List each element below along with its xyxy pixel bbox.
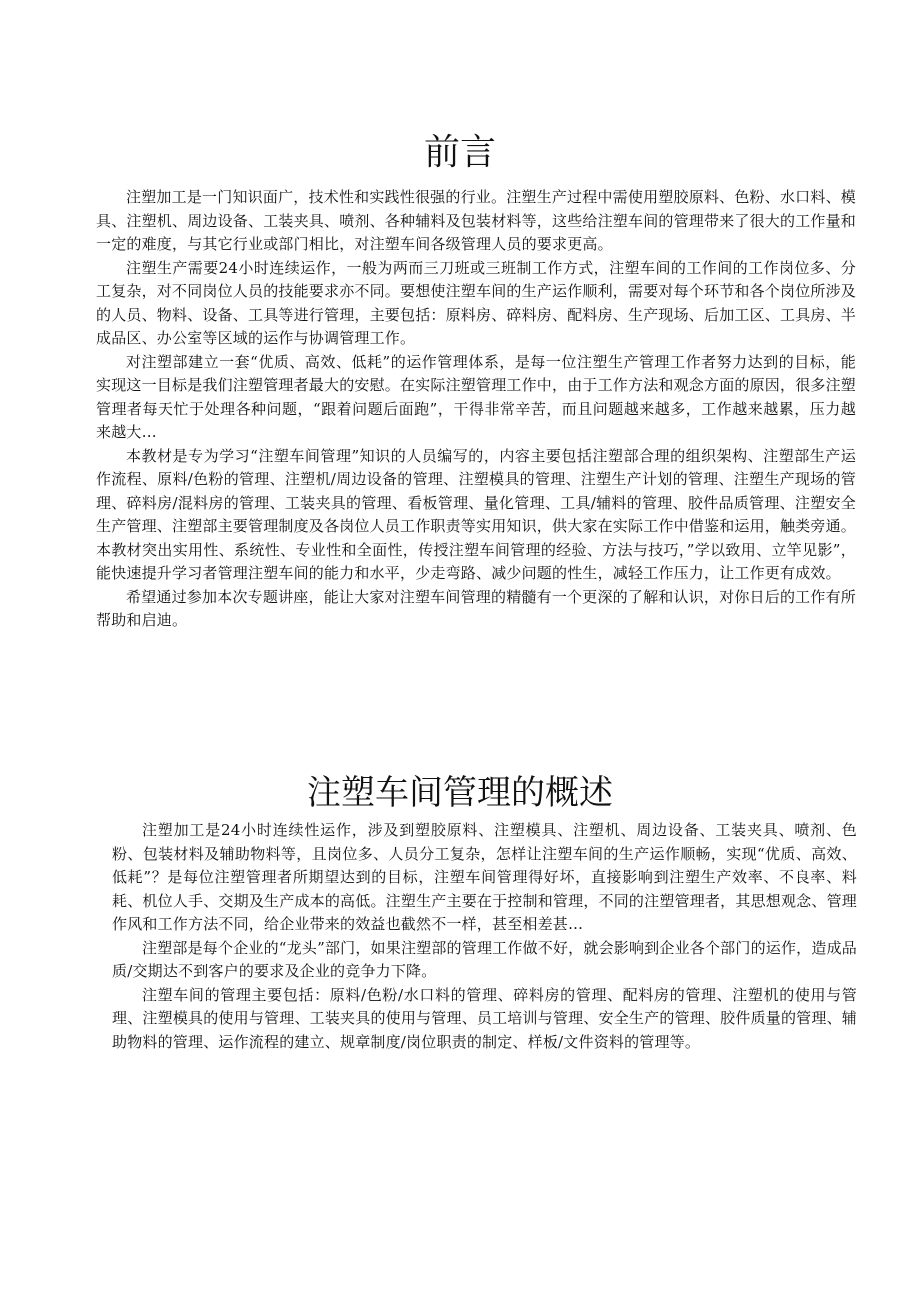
preface-paragraph-5: 希望通过参加本次专题讲座，能让大家对注塑车间管理的精髓有一个更深的了解和认识，对你日后的工作有所帮助和启迪。 [96,587,856,629]
overview-title: 注塑车间管理的概述 [307,773,613,813]
overview-paragraph-1: 注塑加工是24小时连续性运作，涉及到塑胶原料、注塑模具、注塑机、周边设备、工装夹具、喷剂、色粉、包装材料及辅助物料等，且岗位多、人员分工复杂，怎样让注塑车间的生产运作顺畅，实现“优质、高效、低耗”？是每位注塑管理者所期望达到的目标，注塑车间管理得好坏，直接影响到注塑生产效率、不良率、料耗、机位人手、交期及生产成本的高低。注塑生产主要在于控制和管理，不同的注塑管理者，其思想观念、管理作风和工作方法不同，给企业带来的效益也截然不一样，甚至相差甚… [112,821,857,933]
preface-paragraph-1: 注塑加工是一门知识面广，技术性和实践性很强的行业。注塑生产过程中需使用塑胶原料、色粉、水口料、模具、注塑机、周边设备、工装夹具、喷剂、各种辅料及包装材料等，这些给注塑车间的管理带来了很大的工作量和一定的难度，与其它行业或部门相比，对注塑车间各级管理人员的要求更高。 [96,188,857,253]
preface-paragraph-3: 对注塑部建立一套“优质、高效、低耗”的运作管理体系，是每一位注塑生产管理工作者努力达到的目标，能实现这一目标是我们注塑管理者最大的安慰。在实际注塑管理工作中，由于工作方法和观念方面的原因，很多注塑管理者每天忙于处理各种问题，“跟着问题后面跑”，干得非常辛苦，而且问题越来越多，工作越来越累，压力越来越大… [96,352,857,441]
overview-section [112,819,857,1054]
preface-paragraph-2: 注塑生产需要24小时连续运作，一般为两而三刀班或三班制工作方式，注塑车间的工作间的工作岗位多、分工复杂，对不同岗位人员的技能要求亦不同。要想使注塑车间的生产运作顺利，需要对每个环节和各个岗位所涉及的人员、物料、设备、工具等进行管理，主要包括：原料房、碎料房、配料房、生产现场、后加工区、工具房、半成品区、办公室等区域的运作与协调管理工作。 [96,258,857,347]
preface-paragraph-4: 本教材是专为学习“注塑车间管理”知识的人员编写的，内容主要包括注塑部合理的组织架构、注塑部生产运作流程、原料/色粉的管理、注塑机/周边设备的管理、注塑模具的管理、注塑生产计划的管理、注塑生产现场的管理、碎料房/混料房的管理、工装夹具的管理、看板管理、量化管理、工具/辅料的管理、胶件品质管理、注塑安全生产管理、注塑部主要管理制度及各岗位人员工作职责等实用知识，供大家在实际工作中借鉴和运用，触类旁通。本教材突出实用性、系统性、专业性和全面性，传授注塑车间管理的经验、方法与技巧，”学以致用、立竿见影”，能快速提升学习者管理注塑车间的能力和水平，少走弯路、减少问题的性生，减轻工作压力，让工作更有成效。 [96,446,857,582]
overview-paragraph-2: 注塑部是每个企业的“龙头”部门，如果注塑部的管理工作做不好，就会影响到企业各个部门的运作，造成品质/交期达不到客户的要求及企业的竞争力下降。 [112,938,857,980]
preface-section [96,186,856,633]
preface-title: 前言 [423,132,496,173]
overview-paragraph-3: 注塑车间的管理主要包括：原料/色粉/水口料的管理、碎料房的管理、配料房的管理、注塑机的使用与管理、注塑模具的使用与管理、工装夹具的使用与管理、员工培训与管理、安全生产的管理、胶件质量的管理、辅助物料的管理、运作流程的建立、规章制度/岗位职责的制定、样板/文件资料的管理等。 [112,985,857,1051]
